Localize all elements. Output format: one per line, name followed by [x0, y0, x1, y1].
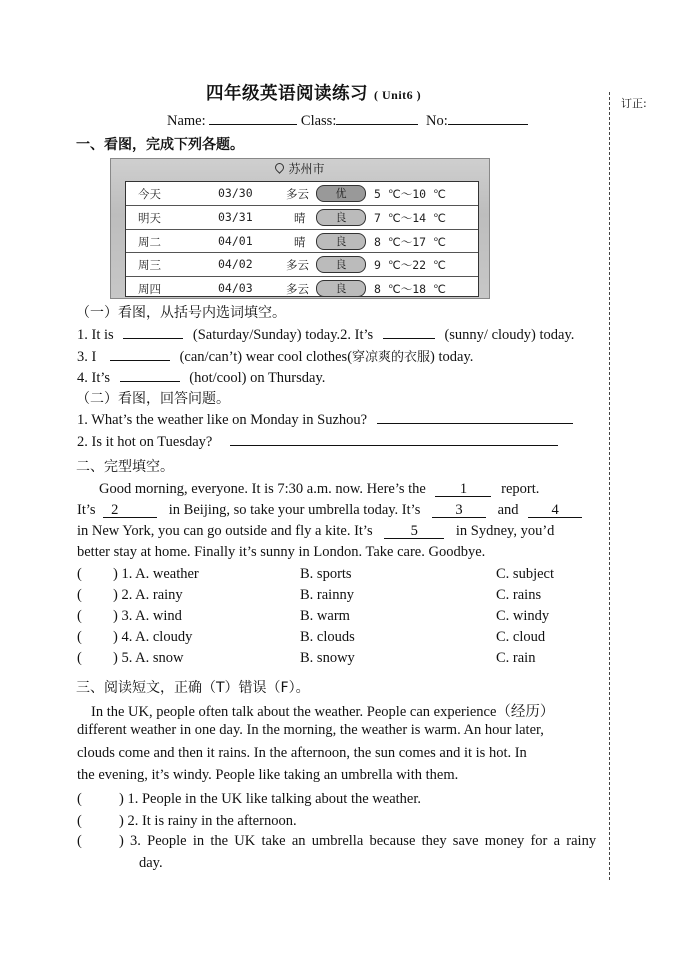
- answer-paren[interactable]: (: [77, 629, 82, 645]
- tf-question-text: ) 2. It is rainy in the afternoon.: [119, 813, 297, 829]
- q4-answer-blank[interactable]: [120, 368, 180, 382]
- tf-question-text: ) 3. People in the UK take an umbrella because they save money for a rainy: [119, 833, 597, 849]
- weather-date: 04/03: [218, 281, 253, 296]
- weather-temp: 9 ℃～22 ℃: [374, 258, 446, 273]
- student-info: [167, 111, 528, 130]
- reading-line: clouds come and then it rains. In the afternoon, the sun comes and it is hot. In: [77, 745, 527, 761]
- option-c: C. cloud: [496, 629, 546, 645]
- weather-date: 03/31: [218, 209, 253, 224]
- q3-prefix: 3. I: [77, 349, 97, 365]
- weather-condition: 多云: [286, 282, 309, 297]
- answer-paren[interactable]: (: [77, 566, 82, 582]
- tf-question-text: ) 1. People in the UK like talking about the weather.: [119, 791, 422, 807]
- answer-paren[interactable]: (: [77, 791, 82, 807]
- weather-row: [126, 230, 478, 254]
- weather-date: 04/02: [218, 257, 253, 272]
- weather-condition: 多云: [286, 187, 309, 201]
- cloze-text: in New York, you can go outside and fly a kite. It’s: [77, 523, 373, 539]
- option-b: B. sports: [300, 566, 352, 582]
- part2-q2-text: 2. Is it hot on Tuesday?: [77, 434, 213, 450]
- weather-day: 周三: [138, 258, 161, 273]
- air-quality-badge: 良: [316, 233, 366, 250]
- q1-answer-blank[interactable]: [123, 325, 183, 339]
- q3-answer-blank[interactable]: [110, 347, 170, 361]
- q1-prefix: 1. It is: [77, 327, 114, 343]
- unit-label: ( Unit6 ): [374, 88, 422, 102]
- option-a: ) 3. A. wind: [113, 608, 182, 624]
- weather-city: [111, 159, 489, 179]
- weather-row: [126, 182, 478, 206]
- part2-heading: （二）看图，回答问题。: [76, 391, 230, 407]
- reading-line: In the UK, people often talk about the weather. People can experience（经历）: [91, 704, 555, 720]
- class-field[interactable]: [336, 111, 418, 125]
- q2-answer-blank[interactable]: [383, 325, 435, 339]
- weather-condition: 晴: [294, 234, 306, 249]
- weather-temp: 8 ℃～17 ℃: [374, 234, 446, 249]
- option-a: ) 2. A. rainy: [113, 587, 183, 603]
- part1-q1-q2: [77, 325, 574, 344]
- weather-temp: 7 ℃～14 ℃: [374, 210, 446, 225]
- part2-q2-answer-blank[interactable]: [230, 432, 558, 446]
- cloze-text: in Sydney, you’d: [455, 523, 555, 539]
- weather-date: 03/30: [218, 186, 253, 200]
- air-quality-badge: 良: [316, 256, 366, 273]
- part1-heading: （一）看图，从括号内选词填空。: [76, 305, 286, 321]
- answer-paren[interactable]: (: [77, 650, 82, 666]
- tf-question-text-cont: day.: [139, 855, 163, 871]
- option-a: ) 5. A. snow: [113, 650, 184, 666]
- answer-paren[interactable]: (: [77, 587, 82, 603]
- weather-row: [126, 277, 478, 300]
- air-quality-badge: 良: [316, 280, 366, 297]
- reading-line: different weather in one day. In the morning, the weather is warm. An hour later,: [77, 722, 544, 738]
- weather-day: 周四: [138, 282, 161, 297]
- section2-heading: 二、完型填空。: [76, 459, 174, 475]
- cloze-line-2: [77, 502, 582, 519]
- reading-line: the evening, it’s windy. People like taking an umbrella with them.: [77, 767, 459, 783]
- air-quality-badge: 优: [316, 185, 366, 202]
- cloze-line-3: [77, 523, 554, 540]
- option-c: C. subject: [496, 566, 554, 582]
- cloze-line-1: [99, 481, 539, 498]
- name-field[interactable]: [209, 111, 297, 125]
- q3-chinese-note: 穿凉爽的衣服: [352, 350, 431, 365]
- cloze-blank-2[interactable]: 2: [103, 504, 157, 518]
- weather-day: 明天: [138, 210, 161, 225]
- q2-suffix: (sunny/ cloudy) today.: [444, 327, 575, 343]
- location-pin-icon: [274, 161, 287, 174]
- section3-heading: 三、阅读短文，正确（T）错误（F）。: [76, 680, 310, 696]
- part2-q2: [77, 432, 558, 451]
- option-b: B. snowy: [300, 650, 355, 666]
- no-field[interactable]: [448, 111, 528, 125]
- cloze-blank-4[interactable]: 4: [528, 504, 582, 518]
- option-c: C. rain: [496, 650, 536, 666]
- option-a: ) 4. A. cloudy: [113, 629, 193, 645]
- air-quality-badge: 良: [316, 209, 366, 226]
- no-label: No:: [425, 113, 448, 129]
- weather-row: [126, 206, 478, 230]
- cloze-blank-3[interactable]: 3: [432, 504, 486, 518]
- weather-row: [126, 253, 478, 277]
- option-b: B. clouds: [300, 629, 355, 645]
- weather-condition: 多云: [286, 258, 309, 273]
- page-title: [206, 80, 421, 105]
- cloze-text: and: [497, 502, 519, 518]
- answer-paren[interactable]: (: [77, 813, 82, 829]
- cloze-text: in Beijing, so take your umbrella today. It’s: [168, 502, 421, 518]
- weather-day: 周二: [138, 234, 161, 249]
- q3-suffix-end: ) today.: [430, 349, 474, 365]
- answer-paren[interactable]: (: [77, 608, 82, 624]
- weather-date: 04/01: [218, 233, 253, 248]
- weather-day: 今天: [138, 187, 161, 201]
- weather-forecast-image: [110, 158, 490, 299]
- part2-q1-answer-blank[interactable]: [377, 410, 573, 424]
- cloze-text: Good morning, everyone. It is 7:30 a.m. now. Here’s the: [99, 481, 426, 497]
- title-text: 四年级英语阅读练习: [206, 84, 368, 104]
- cloze-blank-1[interactable]: 1: [435, 483, 491, 497]
- answer-paren[interactable]: (: [77, 833, 82, 849]
- class-label: Class:: [300, 113, 337, 129]
- q4-prefix: 4. It’s: [77, 370, 111, 386]
- option-c: C. rains: [496, 587, 542, 603]
- q3-suffix: (can/can’t) wear cool clothes(: [179, 349, 353, 365]
- option-c: C. windy: [496, 608, 550, 624]
- city-name: 苏州市: [288, 162, 325, 176]
- name-label: Name:: [167, 113, 206, 129]
- cloze-text: report.: [501, 481, 540, 497]
- option-a: ) 1. A. weather: [113, 566, 199, 582]
- weather-temp: 8 ℃～18 ℃: [374, 282, 446, 297]
- option-b: B. rainny: [300, 587, 354, 603]
- weather-table: [125, 181, 479, 297]
- cloze-line-4: better stay at home. Finally it’s sunny in London. Take care. Goodbye.: [77, 544, 486, 560]
- dashed-divider: [609, 92, 610, 880]
- correction-label: 订正:: [621, 97, 647, 110]
- cloze-blank-5[interactable]: 5: [384, 525, 444, 539]
- part2-q1-text: 1. What’s the weather like on Monday in Suzhou?: [77, 412, 368, 428]
- part1-q3: [77, 346, 473, 366]
- q4-suffix: (hot/cool) on Thursday.: [189, 370, 326, 386]
- option-b: B. warm: [300, 608, 350, 624]
- section1-heading: 一、看图，完成下列各题。: [76, 137, 244, 153]
- weather-temp: 5 ℃～10 ℃: [374, 187, 446, 201]
- cloze-text: It’s: [77, 502, 96, 518]
- part1-q4: [77, 368, 325, 387]
- weather-condition: 晴: [294, 210, 306, 225]
- part2-q1: [77, 410, 573, 429]
- q1-suffix: (Saturday/Sunday) today.2. It’s: [192, 327, 374, 343]
